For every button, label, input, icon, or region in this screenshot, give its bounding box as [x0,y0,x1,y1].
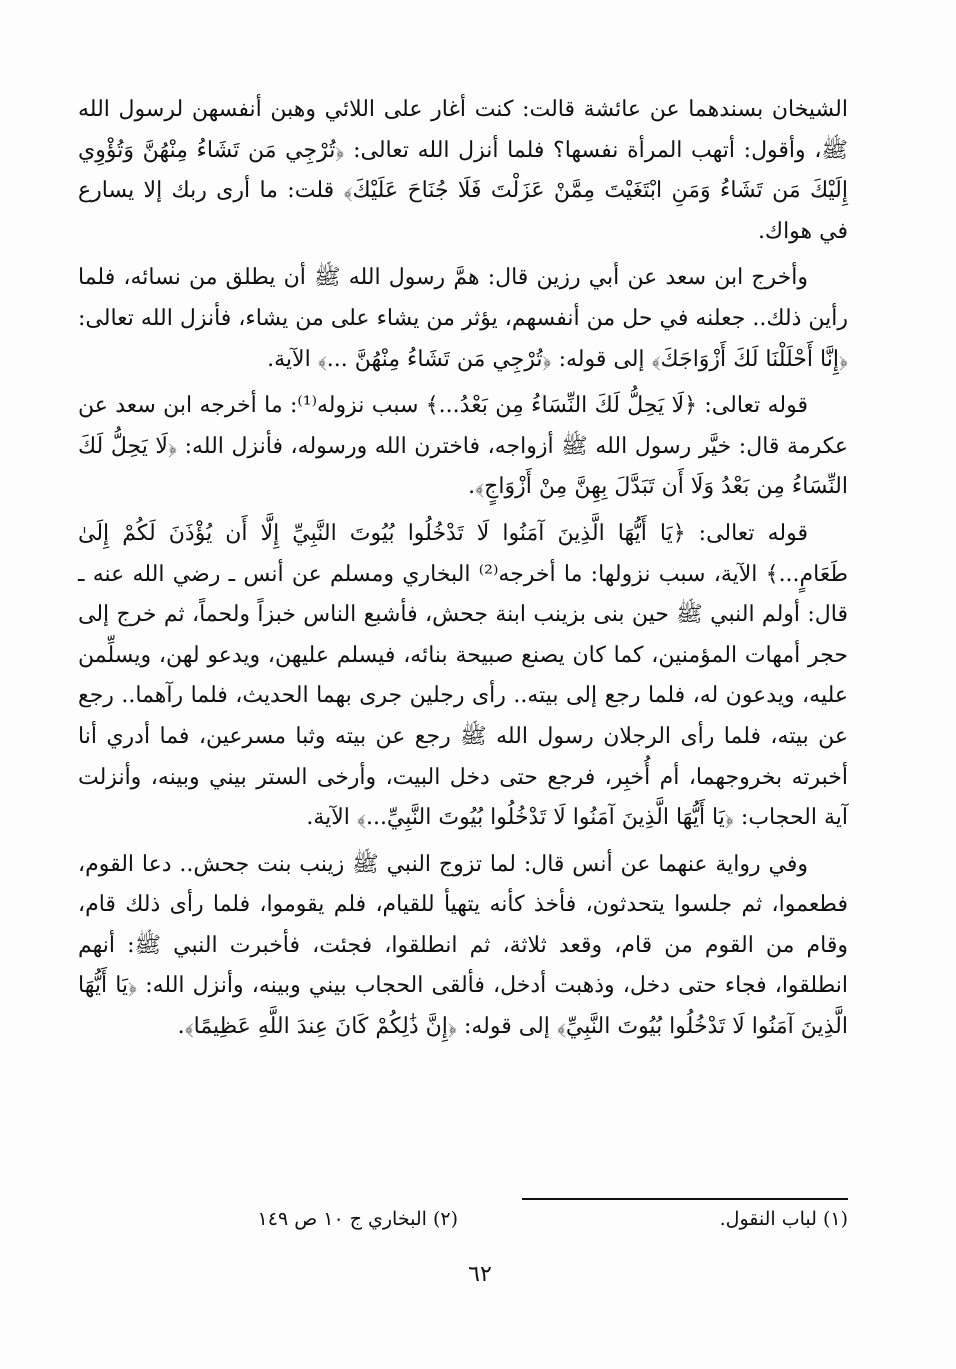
footnotes [200,1208,848,1242]
page-number: ٦٢ [468,1262,492,1287]
main-text [78,90,848,1054]
paragraph-2: وأخرج ابن سعد عن أبي رزين قال: همَّ رسول الله ﷺ أن يطلق من نسائه، فلما رأين ذلك.. جعلنه في حل من أنفسهم، يؤثر من يشاء على من يشاء، فأنزل الله تعالى: ﴿إِنَّا أَحْلَلْنَا لَكَ أَزْوَاجَكَ﴾ إلى قوله: ﴿تُرْجِي مَن تَشَاءُ مِنْهُنَّ ...﴾ الآية. [78,265,848,372]
paragraph-4: قوله تعالى: ﴿يَا أَيُّهَا الَّذِينَ آمَنُوا لَا تَدْخُلُوا بُيُوتَ النَّبِيِّ إِلَّا أَن يُؤْذَنَ لَكُمْ إِلَىٰ طَعَامٍ...﴾ الآية، سبب نزولها: ما أخرجه⁽²⁾ البخاري ومسلم عن أنس ـ رضي الله عنه ـ قال: أولم النبي ﷺ حين بنى بزينب ابنة جحش، فأشبع الناس خبزاً ولحماً، ثم خرج إلى حجر أمهات المؤمنين، كما كان يصنع صبيحة بنائه، فيسلم عليهن، ويدعو لهن، ويسلِّمن عليه، ويدعون له، فلما رجع إلى بيته.. رأى رجلين جرى بهما الحديث، فلما رآهما.. رجع عن بيته، فلما رأى الرجلان رسول الله ﷺ رجع عن بيته وثبا مسرعين، فما أدري أنا أخبرته بخروجهما، أم أُخبِر، فرجع حتى دخل البيت، وأرخى الستر بيني وبينه، وأنزلت آية الحجاب: ﴿يَا أَيُّهَا الَّذِينَ آمَنُوا لَا تَدْخُلُوا بُيُوتَ النَّبِيِّ...﴾ الآية. [78,520,848,831]
footnote-2: (٢) البخاري ج ١٠ ص ١٤٩ [257,1208,458,1230]
paragraph-3: قوله تعالى: ﴿لَا يَحِلُّ لَكَ النِّسَاءُ مِن بَعْدُ...﴾ سبب نزوله⁽¹⁾: ما أخرجه ابن سعد عن عكرمة قال: خيَّر رسول الله ﷺ أزواجه، فاخترن الله ورسوله، فأنزل الله: ﴿لَا يَحِلُّ لَكَ النِّسَاءُ مِن بَعْدُ وَلَا أَن تَبَدَّلَ بِهِنَّ مِنْ أَزْوَاجٍ﴾. [78,393,848,500]
footnote-1: (١) لباب النقول. [719,1208,848,1230]
paragraph-5: وفي رواية عنهما عن أنس قال: لما تزوج النبي ﷺ زينب بنت جحش.. دعا القوم، فطعموا، ثم جلسوا يتحدثون، فأخذ كأنه يتهيأ للقيام، فلم يقوموا، فلما رأى ذلك قام، وقام من القوم من قام، وقعد ثلاثة، ثم انطلقوا، فجئت، فأخبرت النبي ﷺ: أنهم انطلقوا، فجاء حتى دخل، وذهبت أدخل، فألقى الحجاب بيني وبينه، وأنزل الله: ﴿يَا أَيُّهَا الَّذِينَ آمَنُوا لَا تَدْخُلُوا بُيُوتَ النَّبِيِّ﴾ إلى قوله: ﴿إِنَّ ذَٰلِكُمْ كَانَ عِندَ اللَّهِ عَظِيمًا﴾. [78,851,848,1040]
footnote-divider [522,1198,848,1200]
paragraph-1: الشيخان بسندهما عن عائشة قالت: كنت أغار على اللائي وهبن أنفسهن لرسول الله ﷺ، وأقول: أتهب المرأة نفسها؟ فلما أنزل الله تعالى: ﴿تُرْجِي مَن تَشَاءُ مِنْهُنَّ وَتُؤْوِي إِلَيْكَ مَن تَشَاءُ وَمَنِ ابْتَغَيْتَ مِمَّنْ عَزَلْتَ فَلَا جُنَاحَ عَلَيْكَ﴾ قلت: ما أرى ربك إلا يسارع في هواك. [78,97,848,244]
